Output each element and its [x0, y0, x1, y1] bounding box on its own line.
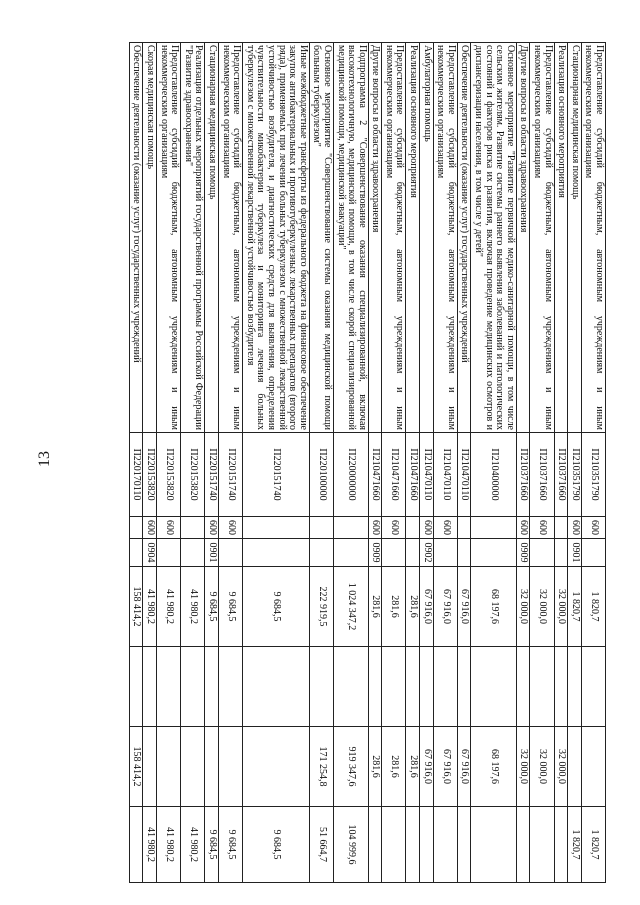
- section-cell: [243, 539, 310, 567]
- table-row: [471, 43, 516, 883]
- section-cell: [581, 539, 605, 567]
- target-code-cell: П210400000: [471, 433, 516, 517]
- section-cell: 0901: [568, 539, 582, 567]
- regional-amount-cell: [181, 727, 205, 807]
- row-name-cell: Обеспечение деятельности (оказание услуг) государственных учреждений: [457, 43, 471, 433]
- federal-amount-cell: [530, 807, 554, 883]
- section-cell: 0904: [143, 539, 157, 567]
- target-code-cell: П210371660: [530, 433, 554, 517]
- expense-type-cell: [181, 517, 205, 539]
- section-cell: [333, 539, 368, 567]
- total-amount-cell: 67 916,0: [420, 567, 434, 647]
- table-row: [181, 43, 205, 883]
- budget-table-body: [129, 43, 605, 883]
- total-amount-cell: 281,6: [368, 567, 382, 647]
- section-cell: [457, 539, 471, 567]
- expense-type-cell: [554, 517, 568, 539]
- total-amount-cell: 9 684,5: [205, 567, 219, 647]
- regional-amount-cell: [205, 727, 219, 807]
- table-row: [530, 43, 554, 883]
- target-code-cell: П210471660: [406, 433, 420, 517]
- federal-amount-cell: [382, 807, 406, 883]
- total-amount-cell: 281,6: [382, 567, 406, 647]
- expense-type-cell: 600: [420, 517, 434, 539]
- target-code-cell: П220153820: [143, 433, 157, 517]
- row-name-cell: Основное мероприятие "Совершенствование системы оказания медицинской помощи больным туберкулезом": [309, 43, 333, 433]
- federal-amount-cell: [457, 807, 471, 883]
- regional-amount-cell: 919 347,6: [333, 727, 368, 807]
- target-code-cell: П210371660: [554, 433, 568, 517]
- amount-cell: [333, 647, 368, 727]
- regional-amount-cell: 281,6: [368, 727, 382, 807]
- table-row: [129, 43, 143, 883]
- expense-type-cell: [457, 517, 471, 539]
- total-amount-cell: 41 980,2: [157, 567, 181, 647]
- section-cell: [433, 539, 457, 567]
- target-code-cell: П210471660: [382, 433, 406, 517]
- target-code-cell: П220100000: [309, 433, 333, 517]
- row-name-cell: Предоставление субсидий бюджетным, автономным учреждениям и иным некоммерческим организациям: [157, 43, 181, 433]
- amount-cell: [205, 647, 219, 727]
- row-name-cell: Скорая медицинская помощь: [143, 43, 157, 433]
- table-row: [382, 43, 406, 883]
- section-cell: [157, 539, 181, 567]
- section-cell: [309, 539, 333, 567]
- section-cell: [530, 539, 554, 567]
- regional-amount-cell: [581, 727, 605, 807]
- table-row: [143, 43, 157, 883]
- amount-cell: [568, 647, 582, 727]
- federal-amount-cell: 9 684,5: [219, 807, 243, 883]
- rotated-table-container: [66, 42, 606, 882]
- total-amount-cell: 1 820,7: [581, 567, 605, 647]
- section-cell: 0901: [205, 539, 219, 567]
- row-name-cell: Основное мероприятие "Развитие первичной медико-санитарной помощи, в том числе сельским жителям. Развитие системы раннего выявления заболеваний и патологических состояний и факторов риска их развития, включая проведение медицинских осмотров и диспансеризации населения, в том числе у детей": [471, 43, 516, 433]
- amount-cell: [309, 647, 333, 727]
- federal-amount-cell: [516, 807, 530, 883]
- table-row: [554, 43, 568, 883]
- table-row: [457, 43, 471, 883]
- total-amount-cell: 41 980,2: [181, 567, 205, 647]
- expense-type-cell: [129, 517, 143, 539]
- section-cell: [471, 539, 516, 567]
- expense-type-cell: [309, 517, 333, 539]
- table-row: [219, 43, 243, 883]
- section-cell: [382, 539, 406, 567]
- expense-type-cell: [333, 517, 368, 539]
- regional-amount-cell: 67 916,0: [420, 727, 434, 807]
- table-row: [368, 43, 382, 883]
- row-name-cell: Иные межбюджетные трансферты из федерального бюджета на финансовое обеспечение закупок антибактериальных и противотуберкулезных лекарственных препаратов (второго ряда), применяемых при лечении больных туберкулезом с множественной лекарственной устойчивостью возбудителя, и диагностических средств для выявления, определения чувствительности микобактерии туберкулеза и мониторинга лечения больных туберкулезом с множественной лекарственной устойчивостью возбудителя: [243, 43, 310, 433]
- row-name-cell: Подпрограмма 2 "Совершенствование оказания специализированной, включая высокотехнологичную, медицинской помощи, в том числе скорой специализированной медицинской помощи, медицинской эвакуации": [333, 43, 368, 433]
- row-name-cell: Реализация основного мероприятия: [554, 43, 568, 433]
- row-name-cell: Предоставление субсидий бюджетным, автономным учреждениям и иным некоммерческим организациям: [219, 43, 243, 433]
- section-cell: 0902: [420, 539, 434, 567]
- total-amount-cell: 67 916,0: [457, 567, 471, 647]
- regional-amount-cell: 32 000,0: [516, 727, 530, 807]
- target-code-cell: П210351790: [581, 433, 605, 517]
- federal-amount-cell: 1 820,7: [581, 807, 605, 883]
- row-name-cell: Предоставление субсидий бюджетным, автономным учреждениям и иным некоммерческим организациям: [433, 43, 457, 433]
- federal-amount-cell: [129, 807, 143, 883]
- row-name-cell: Реализация основного мероприятия: [406, 43, 420, 433]
- row-name-cell: Предоставление субсидий бюджетным, автономным учреждениям и иным некоммерческим организациям: [581, 43, 605, 433]
- table-row: [205, 43, 219, 883]
- table-row: [433, 43, 457, 883]
- federal-amount-cell: 1 820,7: [568, 807, 582, 883]
- table-row: [420, 43, 434, 883]
- section-cell: 0909: [516, 539, 530, 567]
- target-code-cell: П210470110: [433, 433, 457, 517]
- regional-amount-cell: 67 916,0: [457, 727, 471, 807]
- regional-amount-cell: [157, 727, 181, 807]
- section-cell: [219, 539, 243, 567]
- amount-cell: [368, 647, 382, 727]
- total-amount-cell: 32 000,0: [554, 567, 568, 647]
- regional-amount-cell: 158 414,2: [129, 727, 143, 807]
- expense-type-cell: 600: [530, 517, 554, 539]
- federal-amount-cell: [433, 807, 457, 883]
- page-number: 13: [36, 451, 53, 467]
- regional-amount-cell: 171 254,8: [309, 727, 333, 807]
- amount-cell: [457, 647, 471, 727]
- total-amount-cell: 222 919,5: [309, 567, 333, 647]
- total-amount-cell: 9 684,5: [243, 567, 310, 647]
- total-amount-cell: 67 916,0: [433, 567, 457, 647]
- expense-type-cell: 600: [143, 517, 157, 539]
- amount-cell: [181, 647, 205, 727]
- regional-amount-cell: 68 197,6: [471, 727, 516, 807]
- regional-amount-cell: 32 000,0: [554, 727, 568, 807]
- amount-cell: [382, 647, 406, 727]
- target-code-cell: П220151740: [243, 433, 310, 517]
- regional-amount-cell: 67 916,0: [433, 727, 457, 807]
- expense-type-cell: 600: [581, 517, 605, 539]
- expense-type-cell: 600: [516, 517, 530, 539]
- amount-cell: [516, 647, 530, 727]
- federal-amount-cell: 9 684,5: [205, 807, 219, 883]
- amount-cell: [420, 647, 434, 727]
- expense-type-cell: [406, 517, 420, 539]
- row-name-cell: Другие вопросы в области здравоохранения: [368, 43, 382, 433]
- total-amount-cell: 281,6: [406, 567, 420, 647]
- target-code-cell: П210471660: [368, 433, 382, 517]
- federal-amount-cell: 9 684,5: [243, 807, 310, 883]
- amount-cell: [129, 647, 143, 727]
- federal-amount-cell: 41 980,2: [143, 807, 157, 883]
- amount-cell: [157, 647, 181, 727]
- expense-type-cell: [243, 517, 310, 539]
- federal-amount-cell: [406, 807, 420, 883]
- target-code-cell: П210470110: [420, 433, 434, 517]
- amount-cell: [471, 647, 516, 727]
- section-cell: [129, 539, 143, 567]
- expense-type-cell: 600: [368, 517, 382, 539]
- amount-cell: [219, 647, 243, 727]
- regional-amount-cell: [219, 727, 243, 807]
- row-name-cell: Другие вопросы в области здравоохранения: [516, 43, 530, 433]
- federal-amount-cell: 104 999,6: [333, 807, 368, 883]
- target-code-cell: П220151740: [205, 433, 219, 517]
- table-row: [333, 43, 368, 883]
- regional-amount-cell: [568, 727, 582, 807]
- table-row: [406, 43, 420, 883]
- regional-amount-cell: 32 000,0: [530, 727, 554, 807]
- table-row: [581, 43, 605, 883]
- regional-amount-cell: [243, 727, 310, 807]
- regional-amount-cell: 281,6: [406, 727, 420, 807]
- amount-cell: [406, 647, 420, 727]
- federal-amount-cell: [368, 807, 382, 883]
- table-row: [243, 43, 310, 883]
- target-code-cell: П220000000: [333, 433, 368, 517]
- target-code-cell: П210351790: [568, 433, 582, 517]
- total-amount-cell: 9 684,5: [219, 567, 243, 647]
- regional-amount-cell: [143, 727, 157, 807]
- table-row: [309, 43, 333, 883]
- row-name-cell: Стационарная медицинская помощь: [205, 43, 219, 433]
- expense-type-cell: 600: [568, 517, 582, 539]
- federal-amount-cell: 51 664,7: [309, 807, 333, 883]
- target-code-cell: П220151740: [219, 433, 243, 517]
- section-cell: [554, 539, 568, 567]
- section-cell: [406, 539, 420, 567]
- amount-cell: [143, 647, 157, 727]
- section-cell: 0909: [368, 539, 382, 567]
- expense-type-cell: [471, 517, 516, 539]
- target-code-cell: П220153820: [157, 433, 181, 517]
- expense-type-cell: 600: [382, 517, 406, 539]
- target-code-cell: П220153820: [181, 433, 205, 517]
- total-amount-cell: 1 024 347,2: [333, 567, 368, 647]
- target-code-cell: П210371660: [516, 433, 530, 517]
- expense-type-cell: 600: [219, 517, 243, 539]
- target-code-cell: П220170110: [129, 433, 143, 517]
- expense-type-cell: 600: [205, 517, 219, 539]
- total-amount-cell: 32 000,0: [530, 567, 554, 647]
- row-name-cell: Обеспечение деятельности (оказание услуг) государственных учреждений: [129, 43, 143, 433]
- federal-amount-cell: [471, 807, 516, 883]
- federal-amount-cell: 41 980,2: [181, 807, 205, 883]
- total-amount-cell: 41 980,2: [143, 567, 157, 647]
- row-name-cell: Реализация отдельных мероприятий государственной программы Российской Федерации "Развитие здравоохранения": [181, 43, 205, 433]
- total-amount-cell: 68 197,6: [471, 567, 516, 647]
- row-name-cell: Предоставление субсидий бюджетным, автономным учреждениям и иным некоммерческим организациям: [382, 43, 406, 433]
- table-row: [157, 43, 181, 883]
- budget-table: [129, 42, 606, 883]
- target-code-cell: П210470110: [457, 433, 471, 517]
- section-cell: [181, 539, 205, 567]
- table-row: [568, 43, 582, 883]
- federal-amount-cell: [554, 807, 568, 883]
- total-amount-cell: 158 414,2: [129, 567, 143, 647]
- amount-cell: [433, 647, 457, 727]
- expense-type-cell: 600: [433, 517, 457, 539]
- expense-type-cell: 600: [157, 517, 181, 539]
- amount-cell: [581, 647, 605, 727]
- table-row: [516, 43, 530, 883]
- row-name-cell: Предоставление субсидий бюджетным, автономным учреждениям и иным некоммерческим организациям: [530, 43, 554, 433]
- federal-amount-cell: [420, 807, 434, 883]
- row-name-cell: Амбулаторная помощь: [420, 43, 434, 433]
- federal-amount-cell: 41 980,2: [157, 807, 181, 883]
- row-name-cell: Стационарная медицинская помощь: [568, 43, 582, 433]
- amount-cell: [243, 647, 310, 727]
- total-amount-cell: 32 000,0: [516, 567, 530, 647]
- amount-cell: [530, 647, 554, 727]
- amount-cell: [554, 647, 568, 727]
- regional-amount-cell: 281,6: [382, 727, 406, 807]
- total-amount-cell: 1 820,7: [568, 567, 582, 647]
